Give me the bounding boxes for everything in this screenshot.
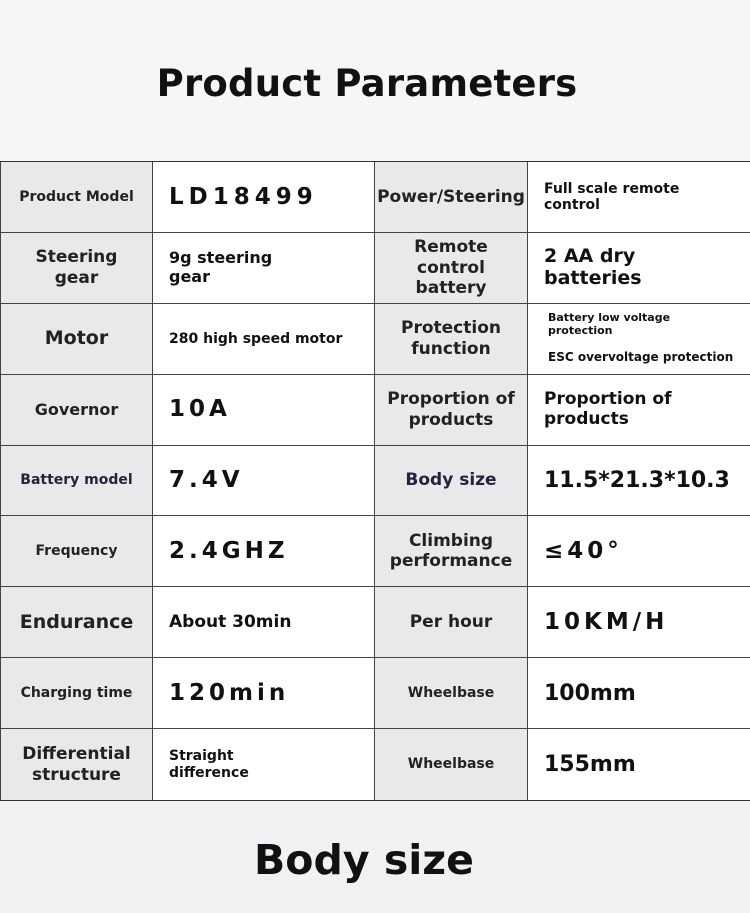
label-climbing-performance [375,516,528,587]
label-remote-control-battery: Remote control battery [375,233,528,304]
value-wheelbase-1: 100mm [528,658,750,729]
value-power-steering: Full scale remote control [528,162,750,233]
value-governor: 10A [153,375,375,446]
protection-item-low-voltage: Battery low voltage protection [548,311,671,337]
value-climbing-performance: ≤40° [528,516,750,587]
value-differential-structure-text: Straight difference [169,748,249,781]
label-protection-function-text: Protection function [401,318,501,359]
value-proportion [528,375,750,446]
page-title: Product Parameters [156,62,578,105]
value-differential-structure [153,729,375,800]
value-proportion-text: Proportion of products [544,389,672,429]
parameters-table [0,161,750,801]
value-remote-control-battery: 2 AA dry batteries [528,233,750,304]
body-size-heading: Body size [254,836,474,884]
value-motor: 280 high speed motor [153,304,375,375]
label-steering-gear [0,233,153,304]
protection-item-overvoltage: ESC overvoltage protection [548,350,734,365]
protection-list [548,312,734,365]
label-charging-time: Charging time [0,658,153,729]
value-battery-model: 7.4V [153,446,375,517]
label-per-hour: Per hour [375,587,528,658]
value-per-hour: 10KM/H [528,587,750,658]
label-battery-model: Battery model [0,446,153,517]
value-steering-gear [153,233,375,304]
label-differential-structure [0,729,153,800]
label-protection-function [375,304,528,375]
label-body-size: Body size [375,446,528,517]
label-endurance: Endurance [0,587,153,658]
label-product-model: Product Model [0,162,153,233]
label-wheelbase-1: Wheelbase [375,658,528,729]
value-body-size: 11.5*21.3*10.3 [528,446,750,517]
label-wheelbase-2: Wheelbase [375,729,528,800]
label-climbing-performance-text: Climbing performance [389,530,513,572]
label-motor: Motor [0,304,153,375]
label-frequency: Frequency [0,516,153,587]
value-steering-gear-text: 9g steering gear [169,248,273,286]
value-protection-function [528,304,750,375]
value-endurance: About 30min [153,587,375,658]
label-governor: Governor [0,375,153,446]
label-differential-structure-text: Differential structure [22,744,131,785]
value-product-model: LD18499 [153,162,375,233]
value-wheelbase-2: 155mm [528,729,750,800]
label-steering-gear-text: Steering gear [35,247,118,288]
label-power-steering: Power/Steering [375,162,528,233]
label-proportion: Proportion of products [375,375,528,446]
value-charging-time: 120min [153,658,375,729]
value-frequency: 2.4GHZ [153,516,375,587]
